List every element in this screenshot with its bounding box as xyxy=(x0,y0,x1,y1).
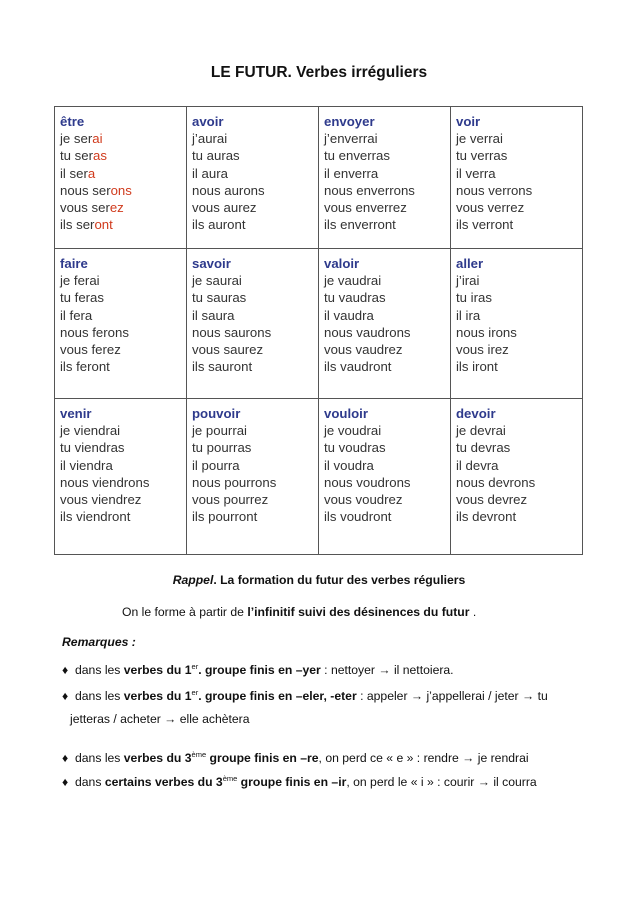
form-stem: nous enverrons xyxy=(324,182,415,198)
form-stem: nous aurons xyxy=(192,182,265,198)
conjugation-form xyxy=(192,147,313,164)
bullet-bold: . groupe finis en –yer xyxy=(198,663,321,677)
bullet-bold: verbes du 3 xyxy=(123,751,192,765)
form-stem: il verra xyxy=(456,165,496,181)
verb-cell xyxy=(319,107,451,249)
form-stem: il fera xyxy=(60,307,93,323)
bullet-sup: er xyxy=(191,687,199,697)
conjugation-form xyxy=(192,341,313,358)
conjugation-form xyxy=(192,165,313,182)
form-stem: il saura xyxy=(192,307,235,323)
bullet-text: dans xyxy=(75,775,105,789)
verb-infinitive: envoyer xyxy=(324,114,375,129)
verb-infinitive: pouvoir xyxy=(192,406,241,421)
conjugation-form xyxy=(60,508,181,525)
conjugation-form xyxy=(192,130,313,147)
form-ending: as xyxy=(92,148,107,164)
conjugation-form xyxy=(60,422,181,439)
conjugation-form xyxy=(60,474,181,491)
conjugation-form xyxy=(192,199,313,216)
diamond-bullet-icon: ♦ xyxy=(62,689,69,703)
form-stem: nous ferons xyxy=(60,324,129,340)
conjugation-form xyxy=(456,199,577,216)
verb-cell xyxy=(319,249,451,399)
form-stem: vous pourrez xyxy=(192,492,269,508)
formation-rule xyxy=(122,605,476,619)
conjugation-form xyxy=(324,216,445,233)
bullet-continuation: jetteras / acheter → elle achètera xyxy=(70,712,250,726)
conjugation-form xyxy=(60,439,181,456)
conjugation-form xyxy=(192,358,313,375)
bullet-text: dans les xyxy=(75,751,124,765)
conjugation-table xyxy=(54,106,583,555)
bullet-bold: verbes du 1 xyxy=(123,689,192,703)
form-stem: vous saurez xyxy=(192,342,264,358)
verb-cell xyxy=(187,249,319,399)
form-stem: ils iront xyxy=(456,359,498,375)
conjugation-form xyxy=(60,289,181,306)
form-stem: il pourra xyxy=(192,457,240,473)
conjugation-form xyxy=(456,272,577,289)
verb-cell xyxy=(319,399,451,555)
form-stem: je ferai xyxy=(60,273,100,289)
form-stem: vous verrez xyxy=(456,200,525,216)
form-stem: nous voudrons xyxy=(324,474,411,490)
form-stem: je vaudrai xyxy=(324,273,382,289)
verb-cell xyxy=(451,107,583,249)
page-title: LE FUTUR. Verbes irréguliers xyxy=(210,64,428,81)
verb-cell xyxy=(451,249,583,399)
verb-infinitive: devoir xyxy=(456,406,496,421)
conjugation-form xyxy=(192,439,313,456)
conjugation-form xyxy=(324,324,445,341)
conjugation-form xyxy=(324,182,445,199)
verb-infinitive: aller xyxy=(456,256,484,271)
bullet-bold: . groupe finis en –eler, -eter xyxy=(198,689,357,703)
form-stem: vous viendrez xyxy=(60,492,142,508)
bullet-sup: er xyxy=(191,661,199,671)
form-stem: il aura xyxy=(192,165,228,181)
conjugation-form xyxy=(192,307,313,324)
form-stem: tu enverras xyxy=(324,148,390,164)
bullet-item xyxy=(62,775,537,789)
form-stem: il vaudra xyxy=(324,307,374,323)
bullet-bold: verbes du 1 xyxy=(123,663,192,677)
verb-infinitive: savoir xyxy=(192,256,231,271)
form-stem: ils devront xyxy=(456,509,517,525)
form-stem: tu voudras xyxy=(324,440,386,456)
form-stem: je devrai xyxy=(456,423,506,439)
form-stem: il ira xyxy=(456,307,481,323)
conjugation-form xyxy=(324,130,445,147)
verb-cell xyxy=(187,399,319,555)
formation-bold: l’infinitif suivi des désinences du futur xyxy=(247,605,470,619)
conjugation-form xyxy=(324,341,445,358)
form-stem: tu feras xyxy=(60,290,104,306)
form-stem: je ser xyxy=(60,131,93,147)
conjugation-form xyxy=(456,341,577,358)
form-stem: vous voudrez xyxy=(324,492,403,508)
verb-infinitive: avoir xyxy=(192,114,224,129)
conjugation-form xyxy=(60,324,181,341)
rappel-heading xyxy=(0,573,638,587)
conjugation-form xyxy=(456,358,577,375)
conjugation-form xyxy=(60,491,181,508)
form-stem: ils verront xyxy=(456,217,514,233)
table-row xyxy=(55,249,583,399)
conjugation-form xyxy=(456,147,577,164)
form-stem: tu iras xyxy=(456,290,492,306)
form-stem: vous ser xyxy=(60,200,110,216)
conjugation-form xyxy=(324,307,445,324)
conjugation-form xyxy=(324,422,445,439)
form-ending: ons xyxy=(110,182,132,198)
form-ending: ai xyxy=(92,131,103,147)
conjugation-form xyxy=(456,474,577,491)
form-stem: vous irez xyxy=(456,342,509,358)
form-stem: il voudra xyxy=(324,457,374,473)
verb-infinitive: venir xyxy=(60,406,92,421)
conjugation-form xyxy=(456,422,577,439)
form-stem: ils pourront xyxy=(192,509,258,525)
form-stem: ils ser xyxy=(60,217,95,233)
form-ending: ont xyxy=(94,217,113,233)
form-stem: j’irai xyxy=(456,273,480,289)
conjugation-form xyxy=(456,182,577,199)
conjugation-form xyxy=(60,216,181,233)
conjugation-form xyxy=(60,165,181,182)
conjugation-form xyxy=(192,289,313,306)
conjugation-form xyxy=(192,508,313,525)
form-stem: il enverra xyxy=(324,165,379,181)
bullet-text: : appeler → j’appellerai / jeter → tu xyxy=(356,689,548,703)
form-stem: tu ser xyxy=(60,148,93,164)
form-stem: tu viendras xyxy=(60,440,125,456)
conjugation-form xyxy=(60,358,181,375)
bullet-bold: groupe finis en –re xyxy=(206,751,319,765)
conjugation-form xyxy=(324,439,445,456)
form-stem: nous saurons xyxy=(192,324,272,340)
conjugation-form xyxy=(60,199,181,216)
conjugation-form xyxy=(192,457,313,474)
rappel-label: Rappel xyxy=(172,573,214,587)
form-stem: je pourrai xyxy=(192,423,247,439)
form-stem: je voudrai xyxy=(324,423,382,439)
conjugation-form xyxy=(192,474,313,491)
verb-cell xyxy=(55,107,187,249)
bullet-item xyxy=(62,663,454,677)
bullet-text: dans les xyxy=(75,689,124,703)
form-stem: vous devrez xyxy=(456,492,528,508)
form-stem: tu auras xyxy=(192,148,240,164)
bullet-text: dans les xyxy=(75,663,124,677)
conjugation-form xyxy=(324,289,445,306)
bullet-bold: groupe finis en –ir xyxy=(237,775,347,789)
form-stem: ils voudront xyxy=(324,509,392,525)
verb-infinitive: voir xyxy=(456,114,481,129)
verb-cell xyxy=(187,107,319,249)
conjugation-form xyxy=(456,439,577,456)
form-stem: tu pourras xyxy=(192,440,252,456)
bullet-item xyxy=(62,689,548,703)
conjugation-form xyxy=(60,130,181,147)
form-stem: nous vaudrons xyxy=(324,324,411,340)
form-stem: ils enverront xyxy=(324,217,396,233)
form-ending: ez xyxy=(109,200,124,216)
bullet-text: , on perd ce « e » : rendre → je rendrai xyxy=(318,751,529,765)
bullet-sup: ème xyxy=(191,749,207,759)
form-stem: il ser xyxy=(60,165,88,181)
conjugation-form xyxy=(456,216,577,233)
form-stem: il devra xyxy=(456,457,499,473)
conjugation-form xyxy=(60,147,181,164)
form-stem: nous pourrons xyxy=(192,474,277,490)
diamond-bullet-icon: ♦ xyxy=(62,663,69,677)
form-stem: nous irons xyxy=(456,324,517,340)
form-stem: je saurai xyxy=(192,273,242,289)
conjugation-form xyxy=(456,491,577,508)
verb-cell xyxy=(55,399,187,555)
diamond-bullet-icon: ♦ xyxy=(62,775,69,789)
verb-infinitive: vouloir xyxy=(324,406,368,421)
verb-infinitive: valoir xyxy=(324,256,360,271)
conjugation-form xyxy=(60,457,181,474)
conjugation-form xyxy=(192,491,313,508)
conjugation-form xyxy=(60,272,181,289)
conjugation-form xyxy=(324,165,445,182)
form-stem: nous viendrons xyxy=(60,474,150,490)
remarques-heading: Remarques : xyxy=(62,635,136,649)
bullet-bold: certains verbes du 3 xyxy=(104,775,223,789)
form-stem: tu verras xyxy=(456,148,508,164)
form-stem: ils auront xyxy=(192,217,246,233)
form-stem: nous devrons xyxy=(456,474,536,490)
form-stem: il viendra xyxy=(60,457,113,473)
conjugation-form xyxy=(192,422,313,439)
conjugation-form xyxy=(324,272,445,289)
table-row xyxy=(55,399,583,555)
form-stem: je viendrai xyxy=(60,423,121,439)
form-stem: ils sauront xyxy=(192,359,253,375)
conjugation-form xyxy=(324,358,445,375)
rappel-text: . La formation du futur des verbes réguliers xyxy=(213,573,466,587)
formation-before: On le forme à partir de xyxy=(122,605,248,619)
table-row xyxy=(55,107,583,249)
form-stem: je verrai xyxy=(456,131,503,147)
form-stem: vous vaudrez xyxy=(324,342,403,358)
diamond-bullet-icon: ♦ xyxy=(62,751,69,765)
conjugation-form xyxy=(192,324,313,341)
conjugation-form xyxy=(456,289,577,306)
conjugation-form xyxy=(456,508,577,525)
form-stem: tu devras xyxy=(456,440,511,456)
form-stem: tu sauras xyxy=(192,290,247,306)
bullet-text: , on perd le « i » : courir → il courra xyxy=(346,775,537,789)
conjugation-form xyxy=(192,182,313,199)
verb-infinitive: être xyxy=(60,114,85,129)
conjugation-form xyxy=(192,272,313,289)
form-stem: nous ser xyxy=(60,182,111,198)
form-stem: ils viendront xyxy=(60,509,131,525)
conjugation-form xyxy=(324,199,445,216)
conjugation-form xyxy=(456,307,577,324)
verb-cell xyxy=(451,399,583,555)
conjugation-form xyxy=(456,324,577,341)
form-stem: j’aurai xyxy=(192,131,228,147)
conjugation-form xyxy=(324,491,445,508)
conjugation-form xyxy=(324,147,445,164)
conjugation-form xyxy=(456,130,577,147)
conjugation-form xyxy=(60,182,181,199)
form-stem: ils vaudront xyxy=(324,359,392,375)
form-ending: a xyxy=(87,165,96,181)
bullet-text: : nettoyer → il nettoiera. xyxy=(320,663,454,677)
form-stem: tu vaudras xyxy=(324,290,386,306)
conjugation-form xyxy=(456,457,577,474)
conjugation-form xyxy=(324,508,445,525)
conjugation-form xyxy=(324,474,445,491)
bullet-sup: ème xyxy=(222,773,238,783)
form-stem: j’enverrai xyxy=(324,131,378,147)
conjugation-form xyxy=(192,216,313,233)
form-stem: nous verrons xyxy=(456,182,533,198)
verb-infinitive: faire xyxy=(60,256,88,271)
form-stem: ils feront xyxy=(60,359,110,375)
verb-cell xyxy=(55,249,187,399)
formation-after: . xyxy=(469,605,477,619)
form-stem: vous enverrez xyxy=(324,200,407,216)
form-stem: vous ferez xyxy=(60,342,121,358)
bullet-item xyxy=(62,751,529,765)
conjugation-form xyxy=(60,307,181,324)
conjugation-form xyxy=(324,457,445,474)
conjugation-form xyxy=(456,165,577,182)
form-stem: vous aurez xyxy=(192,200,257,216)
conjugation-form xyxy=(60,341,181,358)
